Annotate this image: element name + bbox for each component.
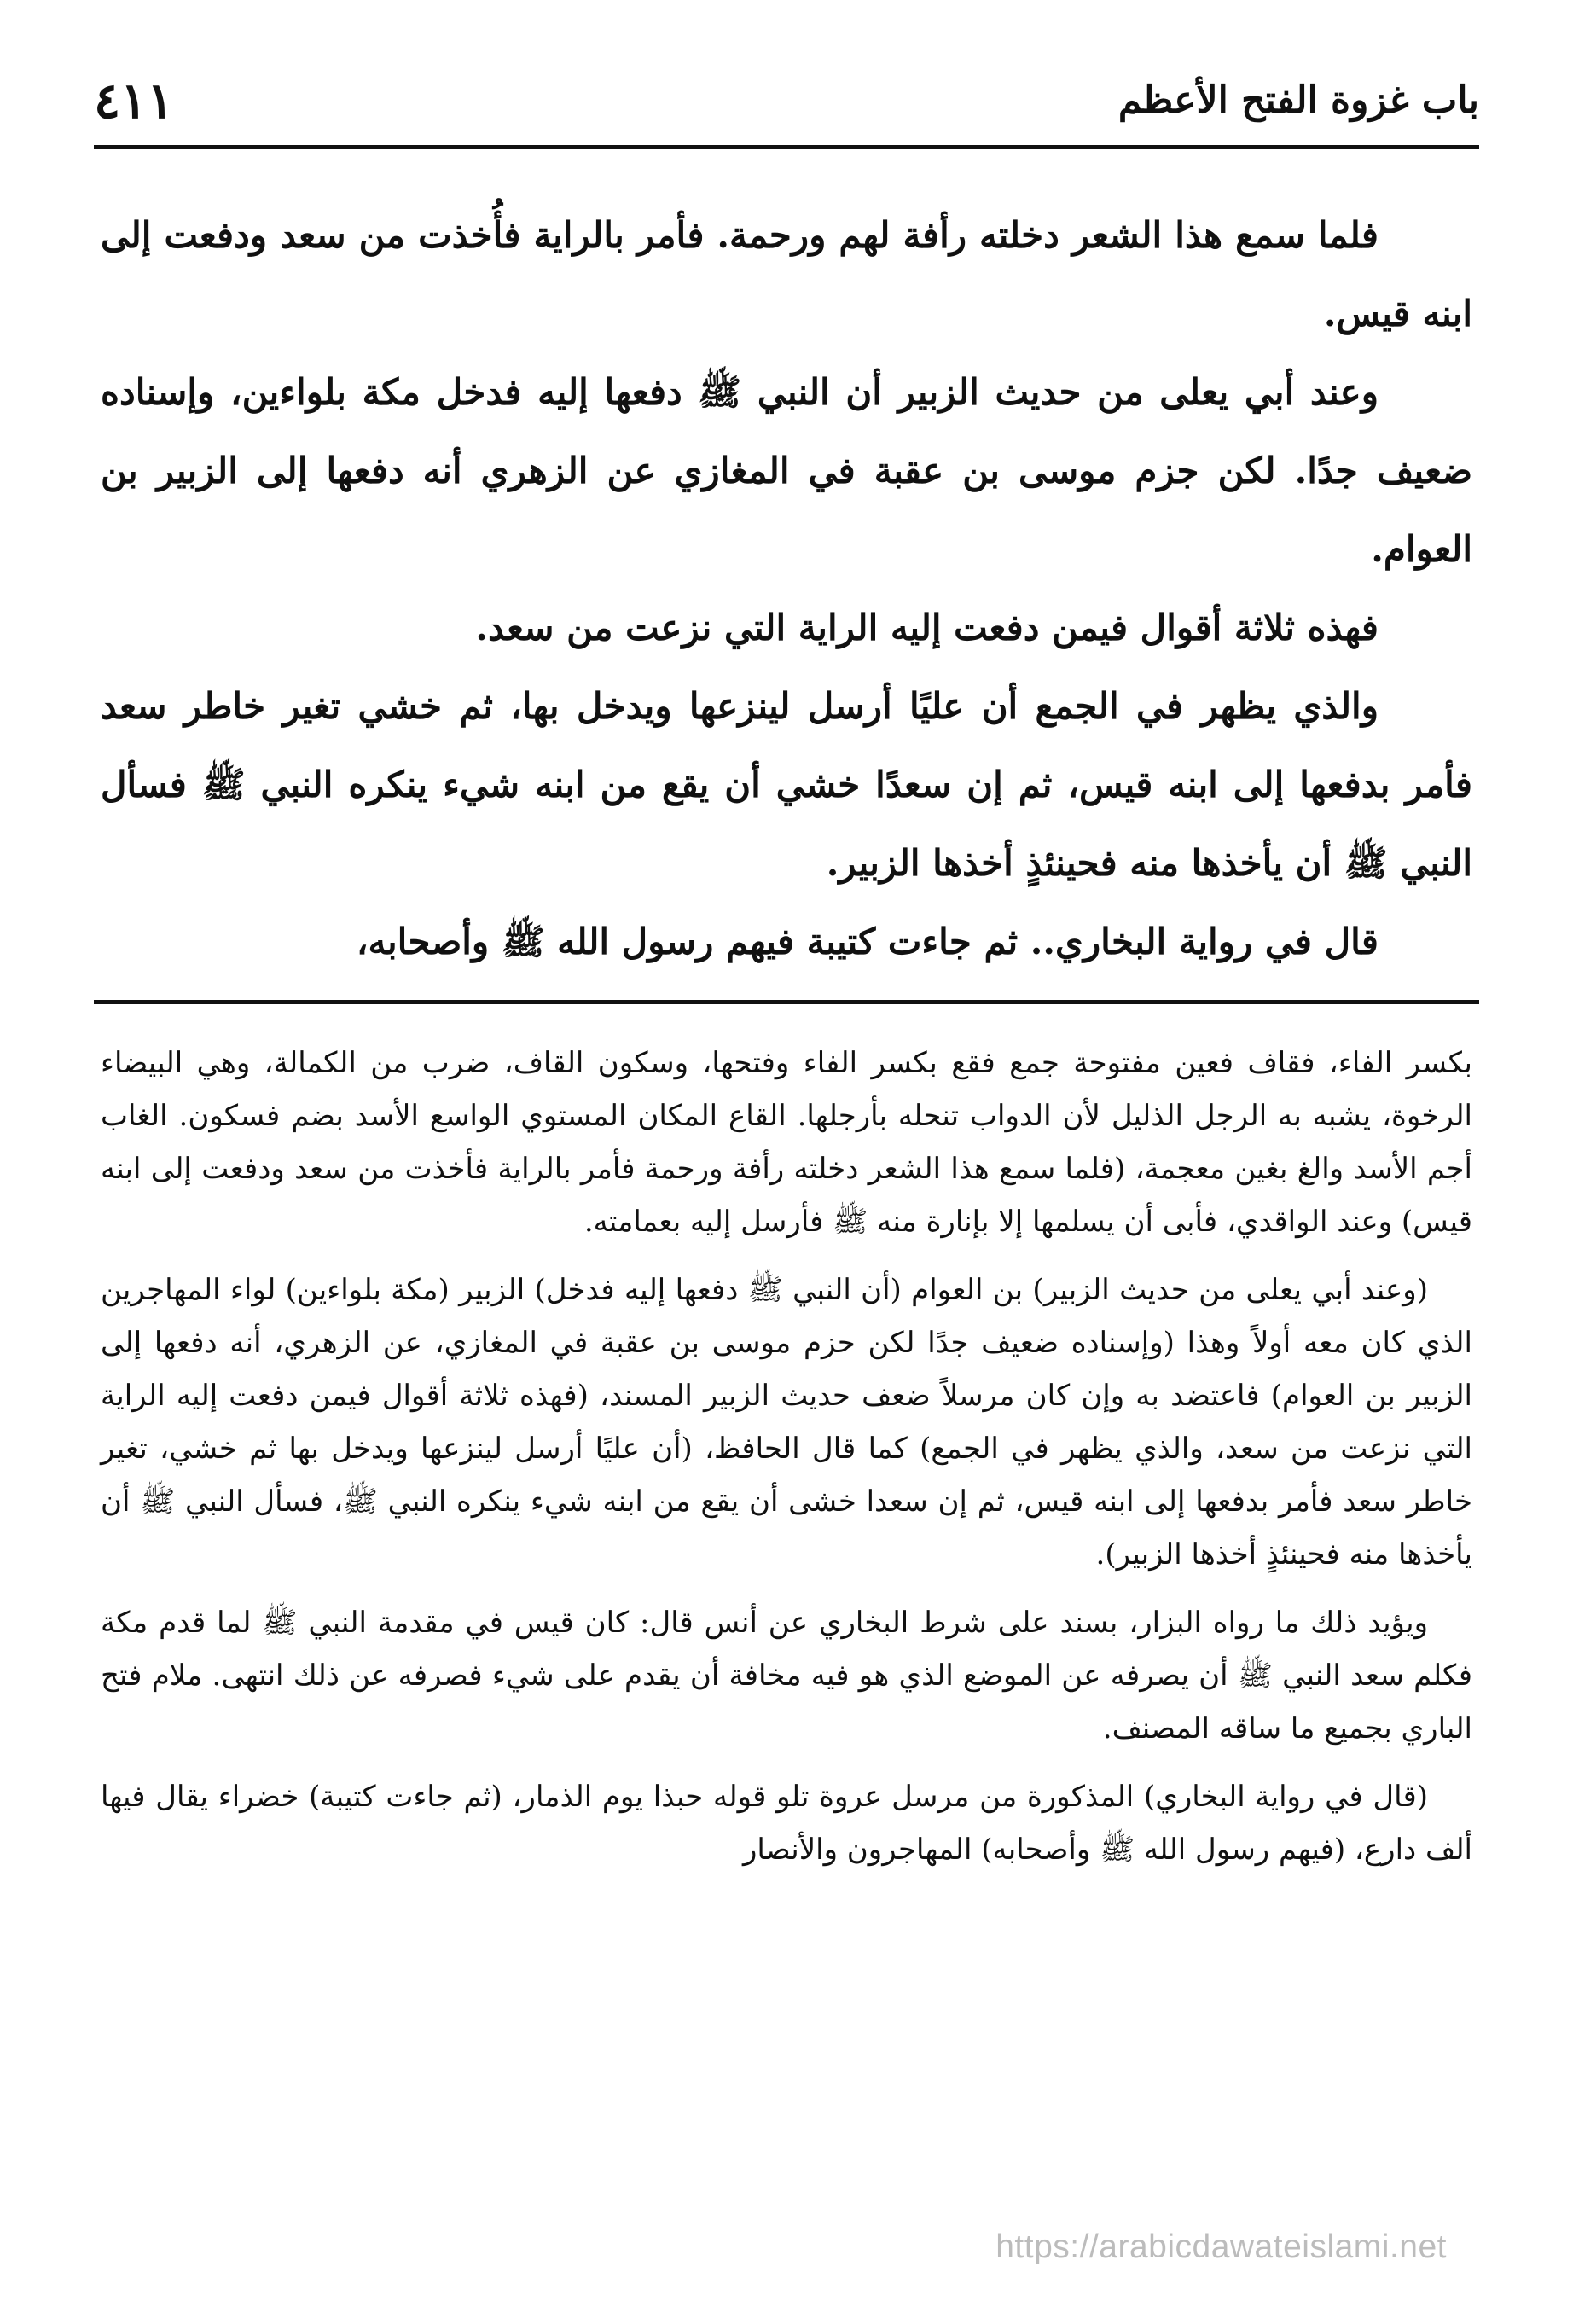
main-text bbox=[101, 196, 1472, 973]
main-paragraph-1: فلما سمع هذا الشعر دخلته رأفة لهم ورحمة. فأمر بالراية فأُخذت من سعد ودفعت إلى ابنه قيس. bbox=[101, 214, 1472, 334]
main-paragraph-3: فهذه ثلاثة أقوال فيمن دفعت إليه الراية التي نزعت من سعد. bbox=[475, 607, 1379, 648]
commentary-paragraph-1: بكسر الفاء، فقاف فعين مفتوحة جمع فقع بكسر الفاء وفتحها، وسكون القاف، ضرب من الكمالة، وهي البيضاء الرخوة، يشبه به الرجل الذليل لأن الدواب تنحله بأرجلها. القاع المكان المستوي الواسع الأسد بضم فسكون. الغاب أجم الأسد والغ بغين معجمة، (فلما سمع هذا الشعر دخلته رأفة ورحمة فأمر بالراية فأخذت من سعد ودفعت إلى ابنه قيس) وعند الواقدي، فأبى أن يسلمها إلا بإنارة منه ﷺ فأرسل إليه بعمامته. bbox=[101, 1046, 1472, 1239]
commentary-paragraph-4: (قال في رواية البخاري) المذكورة من مرسل عروة تلو قوله حبذا يوم الذمار، (ثم جاءت كتيبة) خضراء يقال فيها ألف دارع، (فيهم رسول الله ﷺ وأصحابه) المهاجرون والأنصار bbox=[101, 1780, 1472, 1867]
commentary-text bbox=[101, 1037, 1472, 2171]
commentary-paragraph-2: (وعند أبي يعلى من حديث الزبير) بن العوام (أن النبي ﷺ دفعها إليه فدخل) الزبير (مكة بلواءين) لواء المهاجرين الذي كان معه أولاً وهذا (وإسناده ضعيف جدًا لكن حزم موسى بن عقبة في المغازي، عن الزهري، أنه دفعها إلى الزبير بن العوام) فاعتضد به وإن كان مرسلاً ضعف حديث الزبير المسند، (فهذه ثلاثة أقوال فيمن دفعت إليه الراية التي نزعت من سعد، والذي يظهر في الجمع) كما قال الحافظ، (أن عليًا أرسل لينزعها ويدخل بها ثم خشي، تغير خاطر سعد فأمر بدفعها إلى ابنه قيس، ثم إن سعدا خشى أن يقع من ابنه شيء ينكره النبي ﷺ، فسأل النبي ﷺ أن يأخذها منه فحينئذٍ أخذها الزبير). bbox=[101, 1273, 1472, 1572]
website-watermark: https://arabicdawateislami.net bbox=[995, 2228, 1447, 2265]
main-paragraph-4: والذي يظهر في الجمع أن عليًا أرسل لينزعها ويدخل بها، ثم خشي تغير خاطر سعد فأمر بدفعها إلى ابنه قيس، ثم إن سعدًا خشي أن يقع من ابنه شيء ينكره النبي ﷺ فسأل النبي ﷺ أن يأخذها منه فحينئذٍ أخذها الزبير. bbox=[101, 685, 1472, 884]
header-divider bbox=[94, 145, 1479, 149]
main-paragraph-2: وعند أبي يعلى من حديث الزبير أن النبي ﷺ دفعها إليه فدخل مكة بلواءين، وإسناده ضعيف جدًا. لكن جزم موسى بن عقبة في المغازي عن الزهري أنه دفعها إلى الزبير بن العوام. bbox=[101, 371, 1472, 570]
chapter-title: باب غزوة الفتح الأعظم bbox=[1117, 78, 1479, 122]
page-number: ٤١١ bbox=[94, 72, 174, 130]
commentary-paragraph-3: ويؤيد ذلك ما رواه البزار، بسند على شرط البخاري عن أنس قال: كان قيس في مقدمة النبي ﷺ لما قدم مكة فكلم سعد النبي ﷺ أن يصرفه عن الموضع الذي هو فيه مخافة أن يقدم على شيء فصرفه عن ذلك انتهى. ملام فتح الباري بجميع ما ساقه المصنف. bbox=[101, 1606, 1472, 1746]
section-divider bbox=[94, 1000, 1479, 1004]
page-header bbox=[94, 72, 1479, 147]
main-paragraph-5: قال في رواية البخاري.. ثم جاءت كتيبة فيهم رسول الله ﷺ وأصحابه، bbox=[356, 921, 1379, 962]
